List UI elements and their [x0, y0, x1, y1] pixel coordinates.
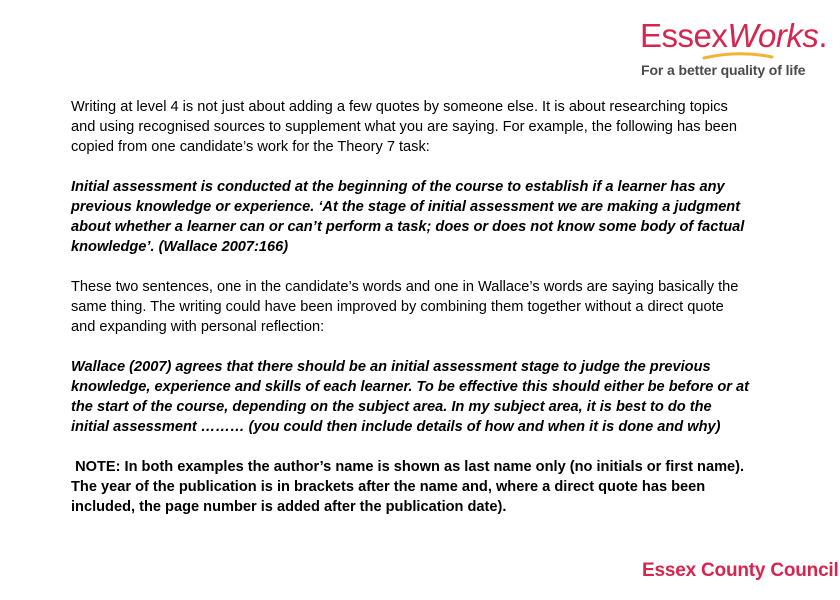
logo-works-text: Works: [727, 17, 819, 54]
logo-dot-text: .: [818, 17, 828, 54]
intro-paragraph: Writing at level 4 is not just about adding a few quotes by someone else. It is about researching topics and using recognised sources to supplement what you are saying. For example, the following has been copied from one candidate’s work for the Theory 7 task:: [71, 99, 738, 155]
logo-wordmark: [640, 16, 827, 56]
logo-swoosh-icon: [702, 52, 774, 62]
essexworks-logo: [640, 14, 830, 84]
paragraph-spacer: [71, 157, 751, 177]
logo-tagline: For a better quality of life: [641, 62, 806, 78]
paragraph-spacer: [71, 437, 751, 457]
improved-example-paragraph: Wallace (2007) agrees that there should be an initial assessment stage to judge the previous knowledge, experience and skills of each learner. To be effective this should either be before or at the start of the course, depending on the subject area. In my subject area, it is best to do the initial assessment ……… (you could then include details of how and when it is done and why): [71, 359, 750, 435]
paragraph-spacer: [71, 337, 751, 357]
slide-body: [71, 97, 751, 517]
paragraph-spacer: [71, 257, 751, 277]
explanation-paragraph: These two sentences, one in the candidate’s words and one in Wallace’s words are saying basically the same thing. The writing could have been improved by combining them together without a direct quote and expanding with personal reflection:: [71, 279, 739, 335]
essex-county-council-logo: Essex County Council: [642, 560, 839, 581]
note-paragraph: NOTE: In both examples the author’s name is shown as last name only (no initials or first name). The year of the publication is in brackets after the name and, where a direct quote has been included, the page number is added after the publication date).: [71, 459, 749, 515]
candidate-example-paragraph: Initial assessment is conducted at the beginning of the course to establish if a learner has any previous knowledge or experience. ‘At the stage of initial assessment we are making a judgment about whether a learner can or can’t perform a task; does or does not know some body of factual knowledge’. (Wallace 2007:166): [71, 179, 745, 255]
logo-essex-text: Essex: [640, 17, 728, 54]
